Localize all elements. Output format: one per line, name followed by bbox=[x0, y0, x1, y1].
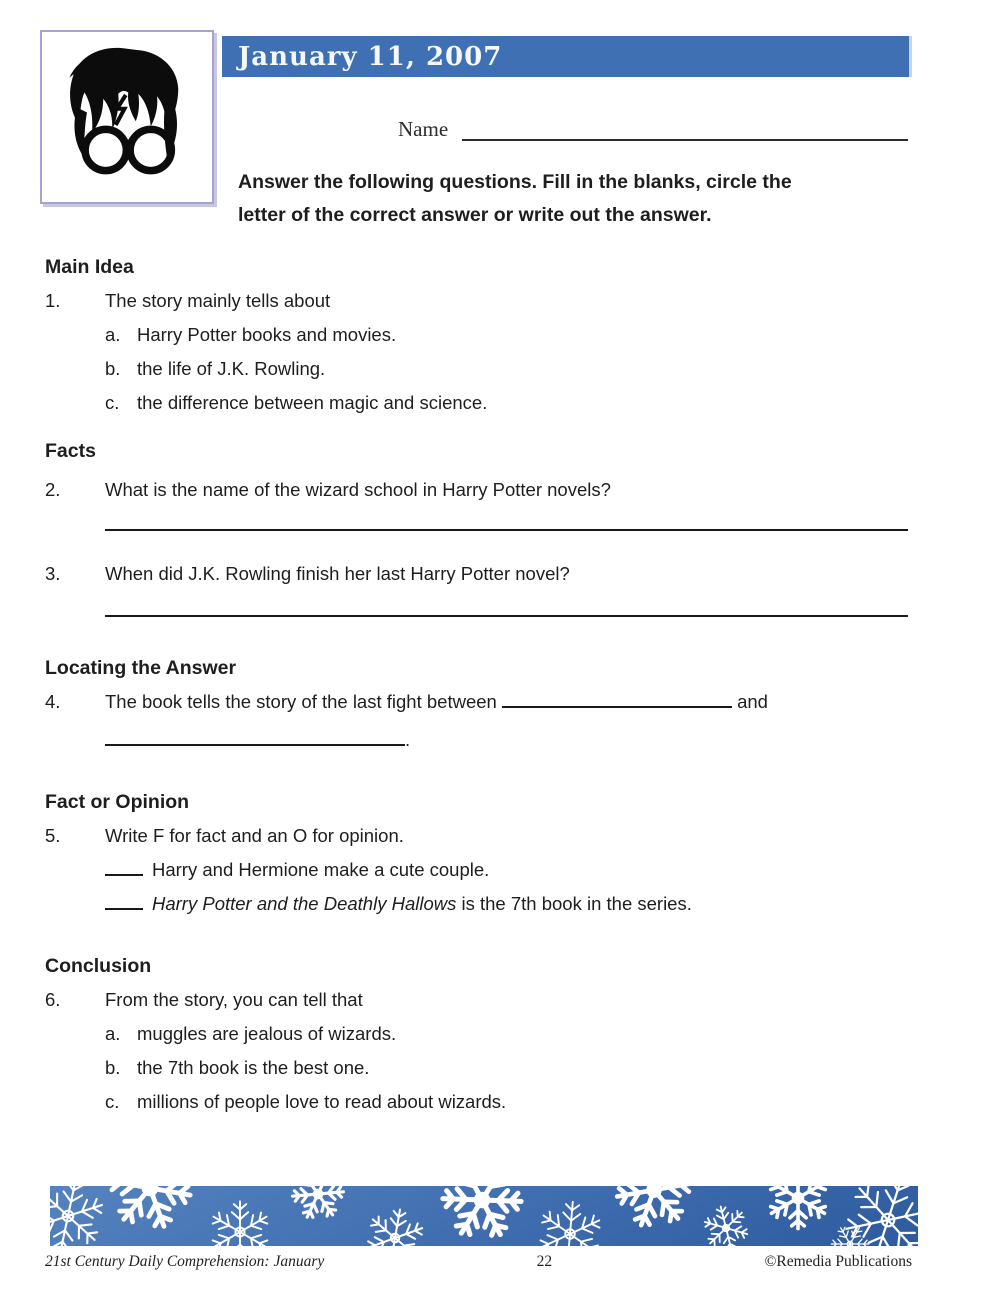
instructions-line1: Answer the following questions. Fill in the blanks, circle the bbox=[238, 171, 792, 193]
question-5-item-1-blank[interactable] bbox=[105, 858, 143, 876]
question-4 bbox=[45, 685, 912, 719]
section-heading-locating: Locating the Answer bbox=[45, 657, 237, 679]
question-2-answer-line[interactable] bbox=[105, 529, 908, 531]
option-letter[interactable]: c. bbox=[105, 392, 120, 413]
question-6-option-a bbox=[105, 1017, 912, 1051]
footer-book-title: 21st Century Daily Comprehension: January bbox=[45, 1253, 325, 1270]
question-5 bbox=[45, 819, 912, 853]
question-6-text: From the story, you can tell that bbox=[105, 989, 363, 1010]
section-heading-fact-or-opinion: Fact or Opinion bbox=[45, 791, 190, 813]
option-text: the 7th book is the best one. bbox=[137, 1057, 370, 1078]
option-letter[interactable]: b. bbox=[105, 358, 121, 379]
section-heading-main-idea: Main Idea bbox=[45, 256, 134, 278]
option-letter[interactable]: c. bbox=[105, 1091, 120, 1112]
section-heading-conclusion: Conclusion bbox=[45, 955, 152, 977]
book-title-italic: Harry Potter and the Deathly Hallows bbox=[152, 893, 457, 914]
question-5-item-2 bbox=[105, 887, 912, 921]
question-3 bbox=[45, 557, 912, 591]
page-footer bbox=[45, 1253, 912, 1271]
question-4-text-before: The book tells the story of the last fight between bbox=[105, 691, 497, 712]
name-row bbox=[398, 117, 448, 142]
option-text: muggles are jealous of wizards. bbox=[137, 1023, 397, 1044]
question-2 bbox=[45, 473, 912, 507]
question-4-text-after: and bbox=[737, 691, 768, 712]
date-text: January 11, 2007 bbox=[238, 41, 503, 72]
question-3-text: When did J.K. Rowling finish her last Harry Potter novel? bbox=[105, 563, 570, 584]
option-text: the life of J.K. Rowling. bbox=[137, 358, 326, 379]
question-6-option-b bbox=[105, 1051, 912, 1085]
question-4-line2 bbox=[45, 723, 912, 757]
question-4-blank-1[interactable] bbox=[502, 690, 732, 709]
date-banner bbox=[222, 36, 912, 77]
footer-page-number: 22 bbox=[536, 1253, 553, 1270]
question-1 bbox=[45, 284, 912, 318]
question-4-blank-2[interactable] bbox=[105, 728, 405, 747]
option-text: the difference between magic and science. bbox=[137, 392, 488, 413]
worksheet-body bbox=[45, 250, 912, 1119]
question-2-number: 2. bbox=[45, 479, 61, 500]
question-1-option-c bbox=[105, 386, 912, 420]
section-heading-facts: Facts bbox=[45, 440, 96, 462]
question-4-number: 4. bbox=[45, 691, 61, 712]
item-text: Harry Potter and the Deathly Hallows is the 7th book in the series. bbox=[152, 893, 692, 914]
question-6 bbox=[45, 983, 912, 1017]
harry-potter-icon-box bbox=[40, 30, 214, 204]
item-text: Harry and Hermione make a cute couple. bbox=[152, 859, 490, 880]
question-6-option-c bbox=[105, 1085, 912, 1119]
question-5-number: 5. bbox=[45, 825, 61, 846]
question-1-number: 1. bbox=[45, 290, 61, 311]
question-4-period: . bbox=[405, 729, 411, 750]
name-fill-line[interactable] bbox=[462, 139, 908, 141]
harry-potter-icon bbox=[52, 40, 202, 195]
question-4-text bbox=[105, 685, 768, 719]
option-letter[interactable]: a. bbox=[105, 1023, 121, 1044]
footer-publisher: ©Remedia Publications bbox=[764, 1253, 912, 1270]
question-5-text: Write F for fact and an O for opinion. bbox=[105, 825, 404, 846]
question-2-text: What is the name of the wizard school in Harry Potter novels? bbox=[105, 479, 611, 500]
option-text: Harry Potter books and movies. bbox=[137, 324, 397, 345]
question-1-option-a bbox=[105, 318, 912, 352]
question-5-item-1 bbox=[105, 853, 912, 887]
question-3-number: 3. bbox=[45, 563, 61, 584]
option-letter[interactable]: a. bbox=[105, 324, 121, 345]
question-1-option-b bbox=[105, 352, 912, 386]
option-text: millions of people love to read about wizards. bbox=[137, 1091, 507, 1112]
snowflake-banner bbox=[50, 1186, 918, 1246]
name-label: Name bbox=[398, 117, 449, 141]
question-6-number: 6. bbox=[45, 989, 61, 1010]
option-letter[interactable]: b. bbox=[105, 1057, 121, 1078]
question-3-answer-line[interactable] bbox=[105, 615, 908, 617]
question-5-item-2-blank[interactable] bbox=[105, 892, 143, 910]
instructions bbox=[238, 166, 938, 232]
instructions-line2: letter of the correct answer or write out the answer. bbox=[238, 204, 712, 226]
question-1-text: The story mainly tells about bbox=[105, 290, 331, 311]
